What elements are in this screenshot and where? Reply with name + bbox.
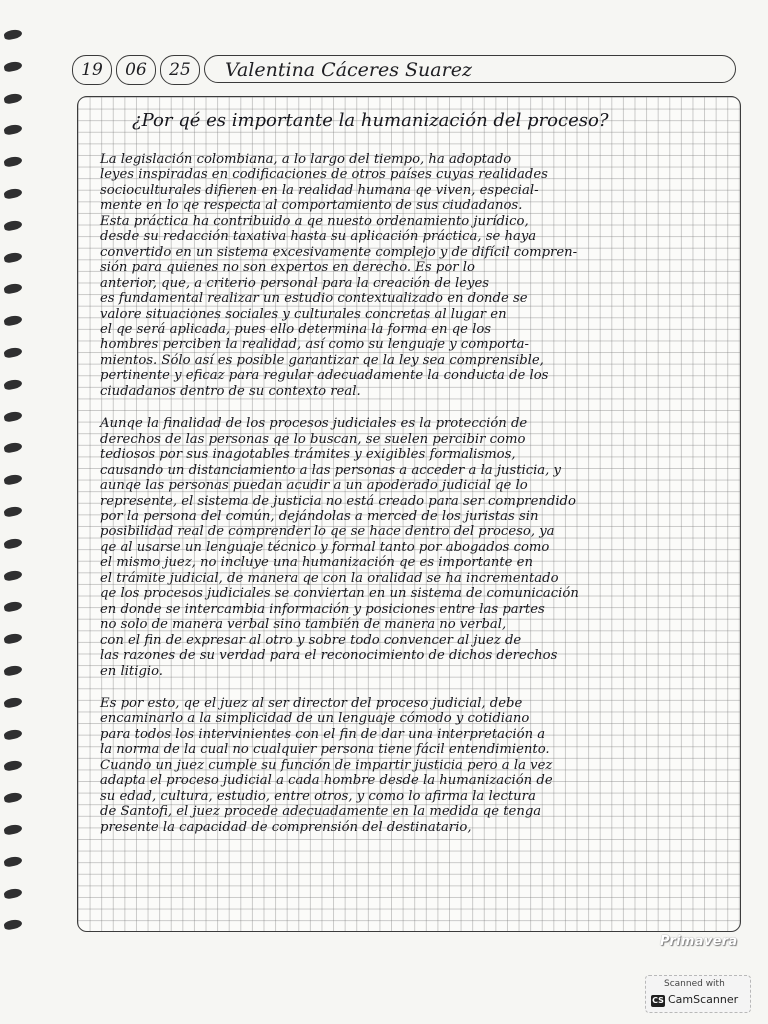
spiral-ring — [3, 92, 22, 105]
spiral-ring — [3, 760, 22, 773]
spiral-ring — [3, 632, 22, 645]
spiral-ring — [3, 601, 22, 614]
text-line: para todos los intervinientes con el fin de dar una interpretación a — [100, 726, 546, 742]
text-line: con el fin de expresar al otro y sobre todo convencer al juez de — [100, 632, 522, 648]
camscanner-icon: CS — [652, 996, 664, 1005]
spiral-ring — [3, 60, 22, 73]
date-year: 25 — [160, 55, 200, 85]
spiral-ring — [3, 823, 22, 836]
spiral-ring — [3, 251, 22, 264]
text-line: aunqe las personas puedan acudir a un apoderado judicial qe lo — [100, 478, 528, 494]
text-line: Cuando un juez cumple su función de impartir justicia pero a la vez — [100, 757, 553, 773]
spiral-ring — [3, 664, 22, 677]
spiral-ring — [3, 314, 22, 327]
date-day: 19 — [72, 55, 112, 85]
text-line: no solo de manera verbal sino también de manera no verbal, — [100, 617, 507, 633]
page-title: ¿Por qé es importante la humanización del proceso? — [132, 110, 609, 131]
spiral-ring — [3, 124, 22, 137]
text-line: desde su redacción taxativa hasta su aplicación práctica, se haya — [100, 229, 537, 245]
text-line: la norma de la cual no cualquier persona tiene fácil entendimiento. — [100, 742, 550, 758]
date-month: 06 — [116, 55, 156, 85]
spiral-ring — [3, 855, 22, 868]
text-line: por la persona del común, dejándolas a merced de los juristas sin — [100, 508, 539, 524]
header-row — [72, 55, 740, 85]
text-line: mientos. Sólo así es posible garantizar qe la ley sea comprensible, — [100, 352, 544, 368]
text-line: ciudadanos dentro de su contexto real. — [100, 383, 361, 399]
spiral-ring — [3, 569, 22, 582]
spiral-ring — [3, 473, 22, 486]
spiral-ring — [3, 537, 22, 550]
text-line: Esta práctica ha contribuido a qe nuesto ordenamiento jurídico, — [100, 213, 529, 229]
text-line: su edad, cultura, estudio, entre otros, y como lo afirma la lectura — [100, 788, 536, 804]
text-line: sión para quienes no son expertos en derecho. Es por lo — [100, 260, 475, 276]
text-line: las razones de su verdad para el reconocimiento de dichos derechos — [100, 648, 558, 664]
handwritten-text — [100, 110, 728, 852]
spiral-ring — [3, 346, 22, 359]
text-line: valore situaciones sociales y culturales concretas al lugar en — [100, 306, 507, 322]
text-line: es fundamental realizar un estudio contextualizado en donde se — [100, 291, 528, 307]
text-line: hombres perciben la realidad, así como su lenguaje y comporta- — [100, 337, 529, 353]
scanner-line2: CamScanner — [668, 993, 739, 1006]
notebook-spiral-binding — [0, 30, 28, 960]
text-line: Es por esto, qe el juez al ser director del proceso judicial, debe — [100, 695, 523, 711]
text-line: el trámite judicial, de manera qe con la oralidad se ha incrementado — [100, 570, 559, 586]
text-line: La legislación colombiana, a lo largo del tiempo, ha adoptado — [100, 152, 512, 167]
paragraph — [100, 152, 728, 399]
spiral-ring — [3, 378, 22, 391]
spiral-ring — [3, 505, 22, 518]
camscanner-watermark — [645, 975, 751, 1013]
text-line: adapta el proceso judicial a cada hombre desde la humanización de — [100, 773, 553, 789]
spiral-ring — [3, 410, 22, 423]
spiral-ring — [3, 28, 22, 41]
paragraph — [100, 416, 728, 679]
text-line: encaminarlo a la simplicidad de un lenguaje cómodo y cotidiano — [100, 711, 530, 727]
primavera-logo: Primavera — [660, 934, 738, 949]
text-line: mente en lo qe respecta al comportamiento de sus ciudadanos. — [100, 198, 523, 214]
spiral-ring — [3, 791, 22, 804]
text-line: derechos de las personas qe lo buscan, se suelen percibir como — [100, 431, 526, 447]
text-line: represente, el sistema de justicia no está creado para ser comprendido — [100, 493, 576, 509]
spiral-ring — [3, 919, 22, 932]
text-line: anterior, que, a criterio personal para la creación de leyes — [100, 275, 490, 291]
text-line: tediosos por sus inagotables trámites y exigibles formalismos, — [100, 447, 516, 463]
text-line: socioculturales difieren en la realidad humana qe viven, especial- — [100, 182, 539, 198]
student-name: Valentina Cáceres Suarez — [204, 55, 736, 83]
paragraph — [100, 696, 728, 835]
text-line: leyes inspiradas en codificaciones de otros países cuyas realidades — [100, 167, 548, 183]
text-line: el qe será aplicada, pues ello determina la forma en qe los — [100, 321, 492, 337]
spiral-ring — [3, 696, 22, 709]
spiral-ring — [3, 283, 22, 296]
spiral-ring — [3, 728, 22, 741]
text-line: en donde se intercambia información y posiciones entre las partes — [100, 601, 545, 617]
text-line: pertinente y eficaz para regular adecuadamente la conducta de los — [100, 368, 549, 384]
paragraphs — [100, 152, 728, 835]
spiral-ring — [3, 187, 22, 200]
text-line: presente la capacidad de comprensión del destinatario, — [100, 819, 472, 835]
spiral-ring — [3, 887, 22, 900]
spiral-ring — [3, 219, 22, 232]
text-line: de Santofi, el juez procede adecuadamente en la medida qe tenga — [100, 804, 542, 820]
text-line: causando un distanciamiento a las personas a acceder a la justicia, y — [100, 462, 562, 478]
text-line: qe los procesos judiciales se conviertan en un sistema de comunicación — [100, 586, 579, 602]
text-line: en litigio. — [100, 663, 164, 679]
text-line: convertido en un sistema excesivamente complejo y de difícil compren- — [100, 244, 578, 260]
text-line: el mismo juez, no incluye una humanización qe es importante en — [100, 555, 533, 571]
text-line: Aunqe la finalidad de los procesos judiciales es la protección de — [100, 416, 528, 432]
scanner-line1: Scanned with — [664, 979, 725, 989]
spiral-ring — [3, 442, 22, 455]
text-line: posibilidad real de comprender lo qe se hace dentro del proceso, ya — [100, 524, 555, 540]
text-line: qe al usarse un lenguaje técnico y formal tanto por abogados como — [100, 539, 550, 555]
spiral-ring — [3, 155, 22, 168]
